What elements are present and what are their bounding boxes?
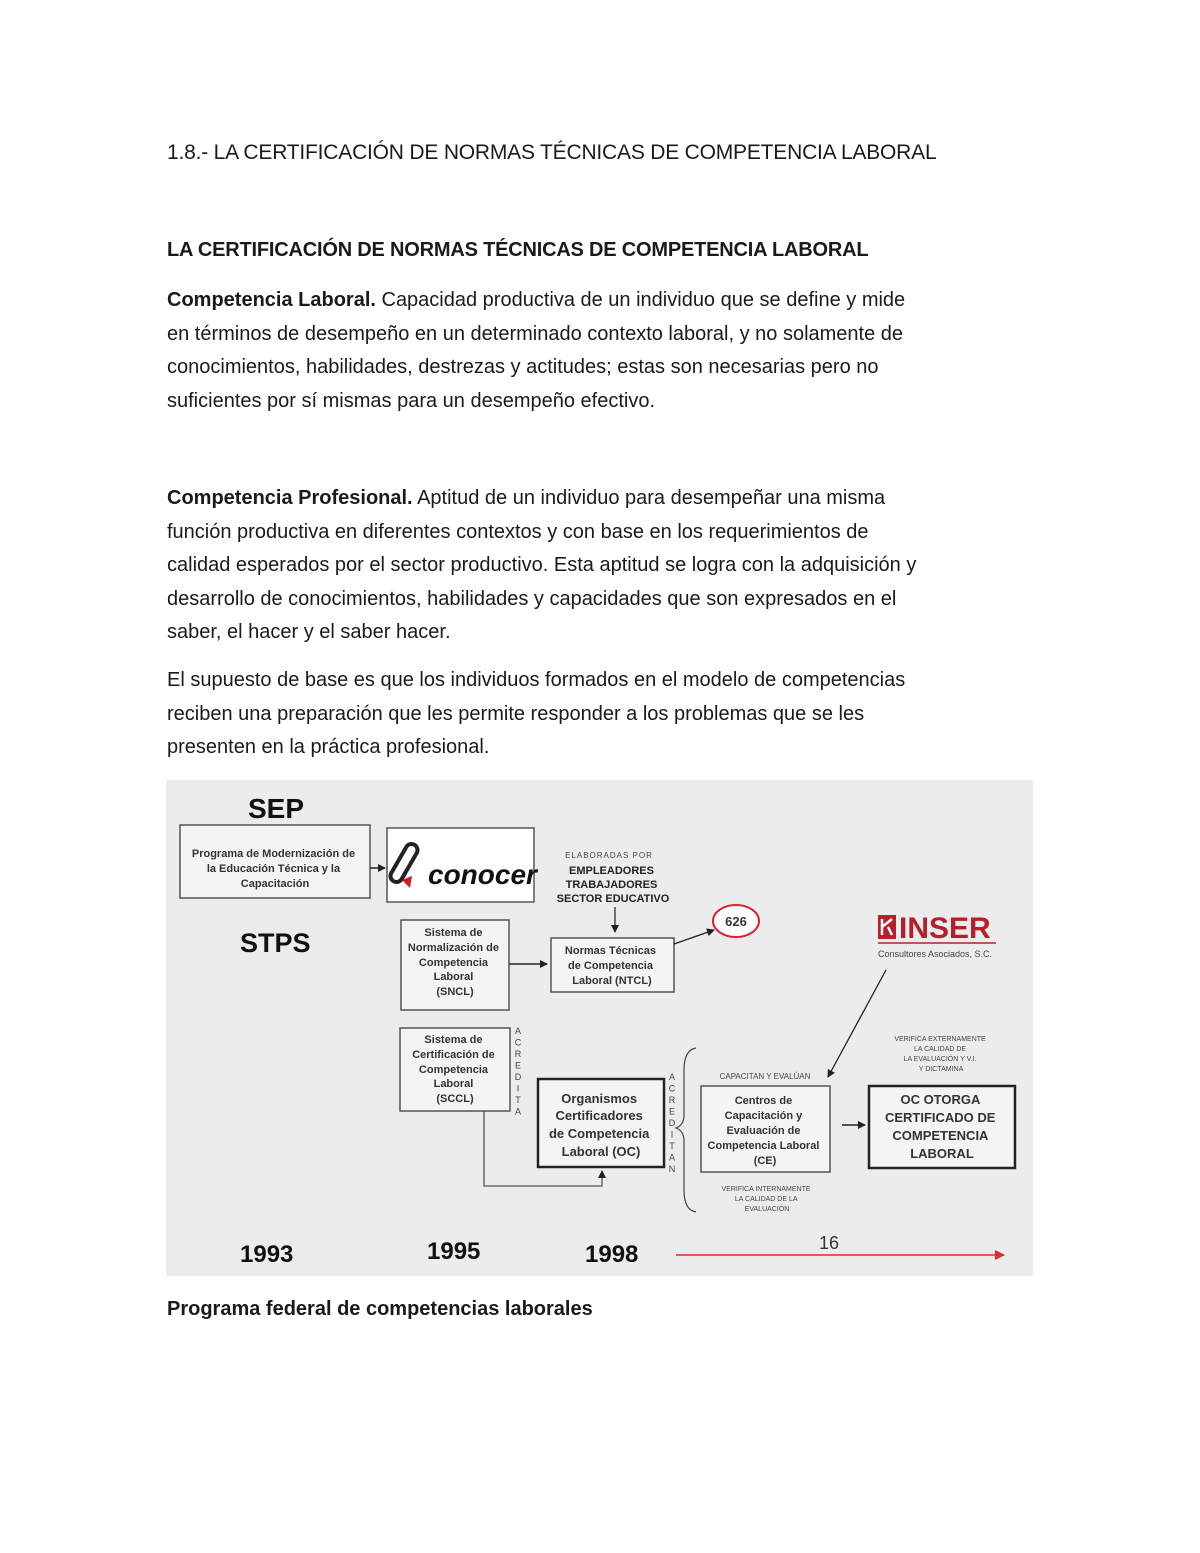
count-badge-text: 626 — [725, 914, 747, 929]
year-1998: 1998 — [585, 1241, 639, 1268]
diagram-svg — [166, 780, 1033, 1276]
para-line: función productiva en diferentes contextos y con base en los requerimientos de — [167, 520, 869, 543]
sub-heading: LA CERTIFICACIÓN DE NORMAS TÉCNICAS DE COMPETENCIA LABORAL — [167, 239, 869, 261]
ntcl-box-text: Normas Técnicas de Competencia Laboral (NTCL) — [564, 945, 657, 987]
para-line: presenten en la práctica profesional. — [167, 736, 490, 758]
sncl-box-text: Sistema de Normalización de Competencia Laboral (SNCL) — [407, 927, 500, 998]
year-1993: 1993 — [240, 1241, 294, 1268]
elaboradores-list: EMPLEADORES TRABAJADORES SECTOR EDUCATIVO — [556, 865, 670, 905]
conocer-logo: conocer — [428, 859, 537, 890]
verifica-internamente-label: VERIFICA INTERNAMENTE LA CALIDAD DE LA EVALUACIÓN — [721, 1186, 811, 1213]
term-competencia-profesional: Competencia Profesional. — [167, 487, 413, 509]
sep-label: SEP — [248, 793, 305, 824]
para-line: El supuesto de base es que los individuos formados en el modelo de competencias — [167, 669, 906, 691]
para-line: Capacidad productiva de un individuo que se define y mide — [375, 289, 906, 311]
sccl-box-text: Sistema de Certificación de Competencia Laboral (SCCL) — [412, 1034, 495, 1105]
paragraph-competencia-profesional — [167, 482, 1047, 650]
para-line: reciben una preparación que les permite responder a los problemas que se les — [167, 702, 865, 725]
stps-label: STPS — [240, 928, 311, 958]
section-heading: 1.8.- LA CERTIFICACIÓN DE NORMAS TÉCNICAS DE COMPETENCIA LABORAL — [167, 141, 937, 164]
ce-box-text: Centros de Capacitación y Evaluación de Competencia Laboral (CE) — [707, 1095, 820, 1167]
inser-logo — [878, 912, 996, 959]
elaboradas-por-label: ELABORADAS POR — [565, 851, 653, 860]
para-line: calidad esperados por el sector productivo. Esta aptitud se logra con la adquisición y — [167, 554, 917, 576]
inser-logo-text: INSER — [899, 912, 991, 945]
para-line: Aptitud de un individuo para desempeñar una misma — [412, 487, 886, 509]
para-line: desarrollo de conocimientos, habilidades y capacidades que son expresados en el — [167, 587, 897, 610]
para-line: suficientes por sí mismas para un desempeño efectivo. — [167, 389, 656, 412]
paragraph-competencia-laboral — [167, 284, 1047, 418]
para-line: saber, el hacer y el saber hacer. — [167, 621, 451, 643]
year-1995: 1995 — [427, 1238, 481, 1265]
arrow-ntcl-count — [674, 930, 714, 944]
para-line: en términos de desempeño en un determinado contexto laboral, y no solamente de — [167, 322, 904, 345]
acreditan-brace — [676, 1048, 696, 1212]
certificado-box-text: OC OTORGA CERTIFICADO DE COMPETENCIA LABORAL — [884, 1092, 996, 1161]
paragraph-supuesto — [167, 664, 1047, 765]
capacitan-label: CAPACITAN Y EVALÚAN — [719, 1072, 811, 1081]
verifica-externamente-label: VERIFICA EXTERNAMENTE LA CALIDAD DE LA EVALUACIÓN Y V.I. Y DICTAMINA — [894, 1036, 986, 1073]
inser-emblem-icon — [878, 915, 896, 939]
inser-subtitle: Consultores Asociados, S.C. — [878, 949, 993, 959]
arrow-inser-ce — [828, 970, 886, 1077]
figure-caption: Programa federal de competencias laborales — [167, 1298, 593, 1320]
term-competencia-laboral: Competencia Laboral. — [167, 289, 376, 311]
acredita-vertical-label: A C R E D I T A — [514, 1026, 522, 1117]
para-line: conocimientos, habilidades, destrezas y actitudes; estas son necesarias pero no — [167, 356, 879, 378]
acreditan-vertical-label: A C R E D I T A N — [668, 1072, 676, 1174]
programa-box-text: Programa de Modernización de la Educación Técnica y la Capacitación — [191, 848, 356, 890]
oc-box-text: Organismos Certificadores de Competencia Laboral (OC) — [548, 1091, 650, 1159]
competencias-diagram — [166, 780, 1033, 1276]
page-number: 16 — [819, 1233, 840, 1253]
